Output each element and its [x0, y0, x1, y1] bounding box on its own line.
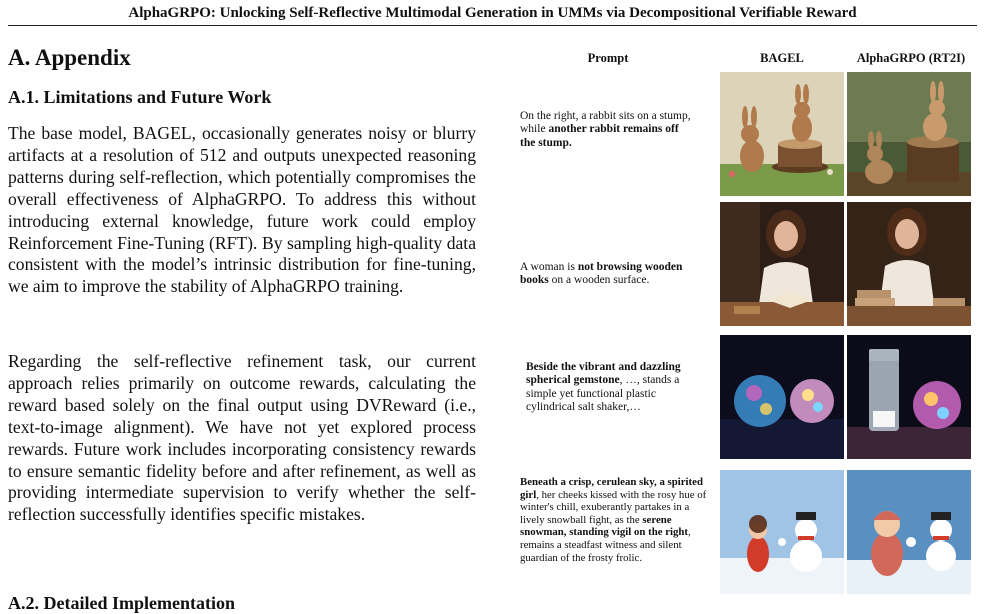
column-header-prompt: Prompt: [587, 51, 629, 65]
prompt-emphasis: not browsing wooden books: [520, 261, 683, 287]
running-header: AlphaGRPO: Unlocking Self-Reflective Multimodal Generation in UMMs via Decompositional Verifiable Reward: [128, 5, 857, 21]
alphagrpo-image-snowman: [847, 470, 971, 594]
appendix-heading: A. Appendix: [8, 45, 131, 70]
section-heading-limitations: A.1. Limitations and Future Work: [8, 87, 272, 107]
prompt-segment: on a wooden surface.: [548, 274, 650, 287]
bagel-image-spheres: [720, 335, 844, 459]
paragraph-limitations: The base model, BAGEL, occasionally generates noisy or blurry artifacts at a resolution of 512 and outputs unexpected reasoning patterns during self-reflection, which potentially compromises the overall effectiveness of AlphaGRPO. To address this without introducing external knowledge, future work could employ Reinforcement Fine-Tuning (RFT). By sampling high-quality data consistent with the model’s intrinsic distribution for fine-tuning, we aim to improve the stability of AlphaGRPO training.: [8, 123, 476, 297]
bagel-image-snowman: [720, 470, 844, 594]
prompt-text: [520, 476, 708, 564]
prompt-emphasis: Beside the vibrant and dazzling spherical gemstone: [526, 361, 681, 387]
bagel-image-woman: [720, 202, 844, 326]
prompt-segment: , remains a steadfast witness and silent guardian of the frosty frolic.: [520, 526, 691, 564]
alphagrpo-image-rabbits: [847, 72, 971, 196]
prompt-text: [520, 110, 695, 150]
prompt-segment: , …, stands a simple yet functional plastic cylindrical salt shaker,…: [526, 374, 680, 414]
column-header-alphagrpo: AlphaGRPO (RT2I): [856, 51, 966, 65]
alphagrpo-image-spheres: [847, 335, 971, 459]
prompt-emphasis: another rabbit remains off the stump.: [520, 123, 679, 149]
section-heading-implementation: A.2. Detailed Implementation: [8, 593, 235, 613]
header-rule: [8, 25, 977, 26]
column-header-bagel: BAGEL: [760, 51, 804, 65]
prompt-emphasis: Beneath a crisp, cerulean sky, a spirited girl: [520, 476, 703, 501]
prompt-emphasis: serene snowman, standing vigil on the right: [520, 513, 688, 539]
prompt-text: [526, 361, 704, 415]
prompt-text: [520, 261, 710, 288]
bagel-image-rabbits: [720, 72, 844, 196]
alphagrpo-image-woman: [847, 202, 971, 326]
prompt-segment: A woman is: [520, 261, 578, 273]
prompt-segment: On the right, a rabbit sits on a stump, while: [520, 110, 691, 136]
prompt-segment: , her cheeks kissed with the rosy hue of winter's chill, exuberantly partakes in a lively snowball fight, as the: [520, 488, 707, 526]
paragraph-refinement: Regarding the self-reflective refinement task, our current approach relies primarily on outcome rewards, calculating the reward based solely on the final output using DVReward (i.e., text-to-image alignment). We have not yet explored process rewards. Future work includes incorporating consistency rewards to ensure semantic fidelity before and after refinement, as well as providing intermediate supervision to verify whether the self-reflection successfully identifies specific mistakes.: [8, 351, 476, 525]
